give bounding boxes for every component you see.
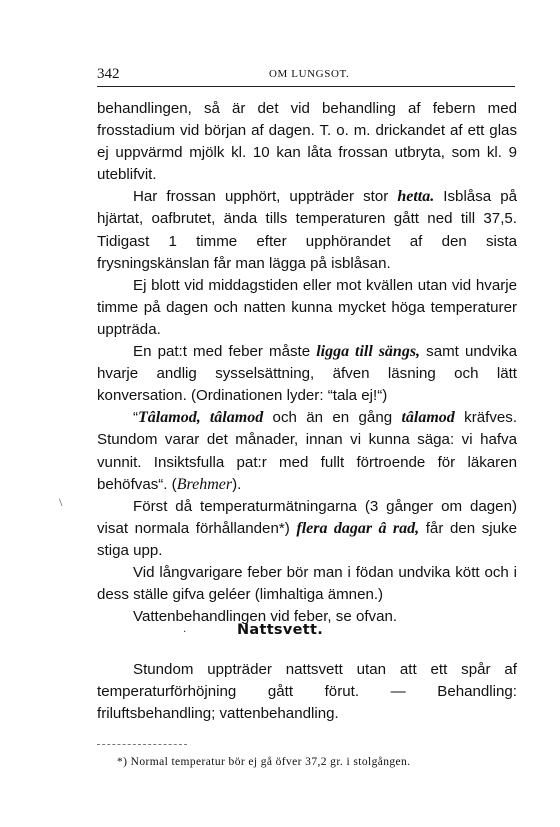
footnote: *) Normal temperatur bör ej gå öfver 37,2 gr. i stolgången. <box>117 756 411 768</box>
header-rule <box>97 86 515 87</box>
section-paragraph: Stundom uppträder nattsvett utan att ett spår af temperaturförhöjning gått förut. — Behandling: friluftsbehandling; vattenbehandling. <box>97 661 517 723</box>
margin-mark: \ <box>59 495 63 509</box>
paragraph: Vid långvarigare feber bör man i födan undvika kött och i dess ställe gifva geléer (limhaltiga ämnen.) <box>97 563 517 604</box>
emphasis-author: Brehmer <box>176 475 233 493</box>
main-text <box>97 98 517 628</box>
emphasis: hetta. <box>397 188 435 206</box>
paragraph: Vattenbehandlingen vid feber, se ofvan. <box>133 608 398 626</box>
section-heading: Nattsvett. <box>236 622 324 638</box>
paragraph: En pat:t med feber måste ligga till sängs, samt undvika hvarje andlig sysselsättning, äfven läsning och lätt konversation. (Ordinationen lyder: “tala ej!“) <box>97 343 517 405</box>
footnote-rule <box>97 744 187 745</box>
paragraph: behandlingen, så är det vid behandling af febern med frosstadium vid början af dagen. T. o. m. drickandet af ett glas ej uppvärmd mjölk kl. 10 kan låta frossan utbryta, som kl. 9 uteblifvit. <box>97 100 517 184</box>
emphasis: flera dagar â rad, <box>296 519 420 537</box>
paragraph: Först då temperaturmätningarna (3 gånger om dagen) visat normala förhållanden*) flera dagar â rad, får den sjuke stiga upp. <box>97 497 517 559</box>
emphasis: ligga till sängs, <box>316 343 421 361</box>
emphasis: Tâlamod, tâlamod <box>138 409 264 427</box>
page-header <box>97 66 512 86</box>
paragraph: Ej blott vid middagstiden eller mot kvällen utan vid hvarje timme på dagen och natten kunna mycket höga temperaturer uppträda. <box>97 276 517 338</box>
running-title: OM LUNGSOT. <box>269 68 350 80</box>
printing-speck: · <box>183 627 187 638</box>
page-number: 342 <box>97 66 120 82</box>
paragraph: Har frossan upphört, uppträder stor hetta. Isblåsa på hjärtat, oafbrutet, ända tills temperaturen gått ned till 37,5. Tidigast 1 timme efter upphörandet af den sista frysningskänslan får man lägga på isblåsan. <box>97 188 517 272</box>
emphasis: tâlamod <box>401 409 455 427</box>
paragraph: “Tâlamod, tâlamod och än en gång tâlamod kräfves. Stundom varar det månader, innan vi kunna säga: vi hafva vunnit. Insiktsfulla pat:r med fullt förtroende för läkaren behöfvas“. (Brehmer). <box>97 409 518 493</box>
